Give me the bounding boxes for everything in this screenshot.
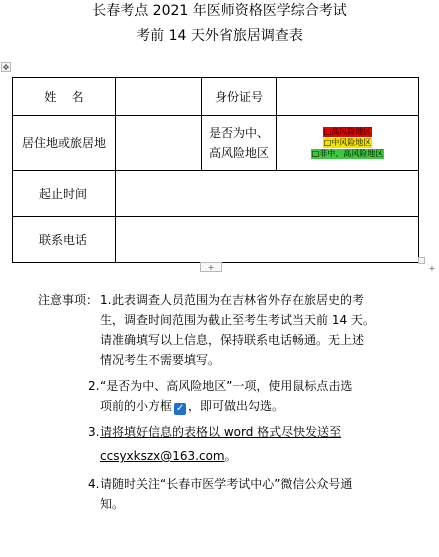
note-line: 情况考生不需要填写。 [100, 353, 221, 367]
item-number: 2. [88, 379, 100, 393]
checkbox-checked-icon: ✓ [175, 403, 185, 414]
low-risk-checkbox[interactable]: □非中、高风险地区 [311, 149, 384, 158]
period-label: 起止时间 [13, 171, 116, 217]
document-title: 长春考点 2021 年医师资格医学综合考试 [92, 3, 347, 19]
table-row [13, 78, 419, 116]
name-label: 姓 名 [13, 78, 116, 116]
phone-field[interactable] [116, 217, 419, 263]
note-line: 此表调查人员范围为在吉林省外存在旅居史的考 [112, 293, 365, 307]
id-number-field[interactable] [277, 78, 419, 116]
note-line: 请将填好信息的表格以 word 格式尽快发送至 [100, 425, 342, 439]
item-number: 4. [88, 477, 100, 491]
list-item [88, 422, 432, 466]
note-line: ，即可做出勾选。 [188, 399, 285, 413]
risk-area-question [202, 116, 277, 171]
risk-area-options-cell [277, 116, 419, 171]
table-row [13, 217, 419, 263]
period-field[interactable] [116, 171, 419, 217]
id-number-label: 身份证号 [202, 78, 277, 116]
note-line: 请随时关注“长春市医学考试中心”微信公众号通 [100, 477, 353, 491]
phone-label: 联系电话 [13, 217, 116, 263]
high-risk-checkbox[interactable]: □高风险地区 [323, 127, 372, 136]
note-line: 。 [224, 449, 237, 463]
note-line: 知。 [100, 497, 125, 511]
name-field[interactable] [116, 78, 202, 116]
table-row [13, 116, 419, 171]
email-link[interactable]: ccsyxkszx@163.com [100, 449, 225, 463]
table-move-handle-icon[interactable]: ✥ [2, 63, 10, 72]
notes-heading: 注意事项： [38, 293, 99, 307]
list-item [88, 376, 432, 416]
medium-risk-checkbox[interactable]: □中风险地区 [323, 138, 372, 147]
note-line: “是否为中、高风险地区”一项，使用鼠标点击选 [100, 379, 353, 393]
note-line: 项前的小方框 [100, 399, 173, 413]
list-item [88, 474, 432, 514]
item-number: 3. [88, 425, 100, 439]
table-resize-handle-icon[interactable] [418, 257, 425, 264]
residence-field[interactable] [116, 116, 202, 171]
item-number: 1. [100, 293, 112, 307]
residence-label: 居住地或旅居地 [13, 116, 116, 171]
survey-table [12, 77, 419, 263]
list-item [100, 290, 432, 370]
table-row [13, 171, 419, 217]
document-subtitle: 考前 14 天外省旅居调查表 [136, 28, 303, 44]
risk-area-question-text: 是否为中、高风险地区 [208, 126, 269, 160]
notes-list [88, 290, 432, 514]
add-row-plus-icon[interactable]: + [200, 262, 222, 272]
note-line: 生，调查时间范围为截止至考生考试当天前 14 天。 [100, 313, 375, 327]
note-line: 请准确填写以上信息，保持联系电话畅通。无上述 [100, 333, 365, 347]
add-column-plus-icon[interactable]: + [428, 264, 436, 273]
